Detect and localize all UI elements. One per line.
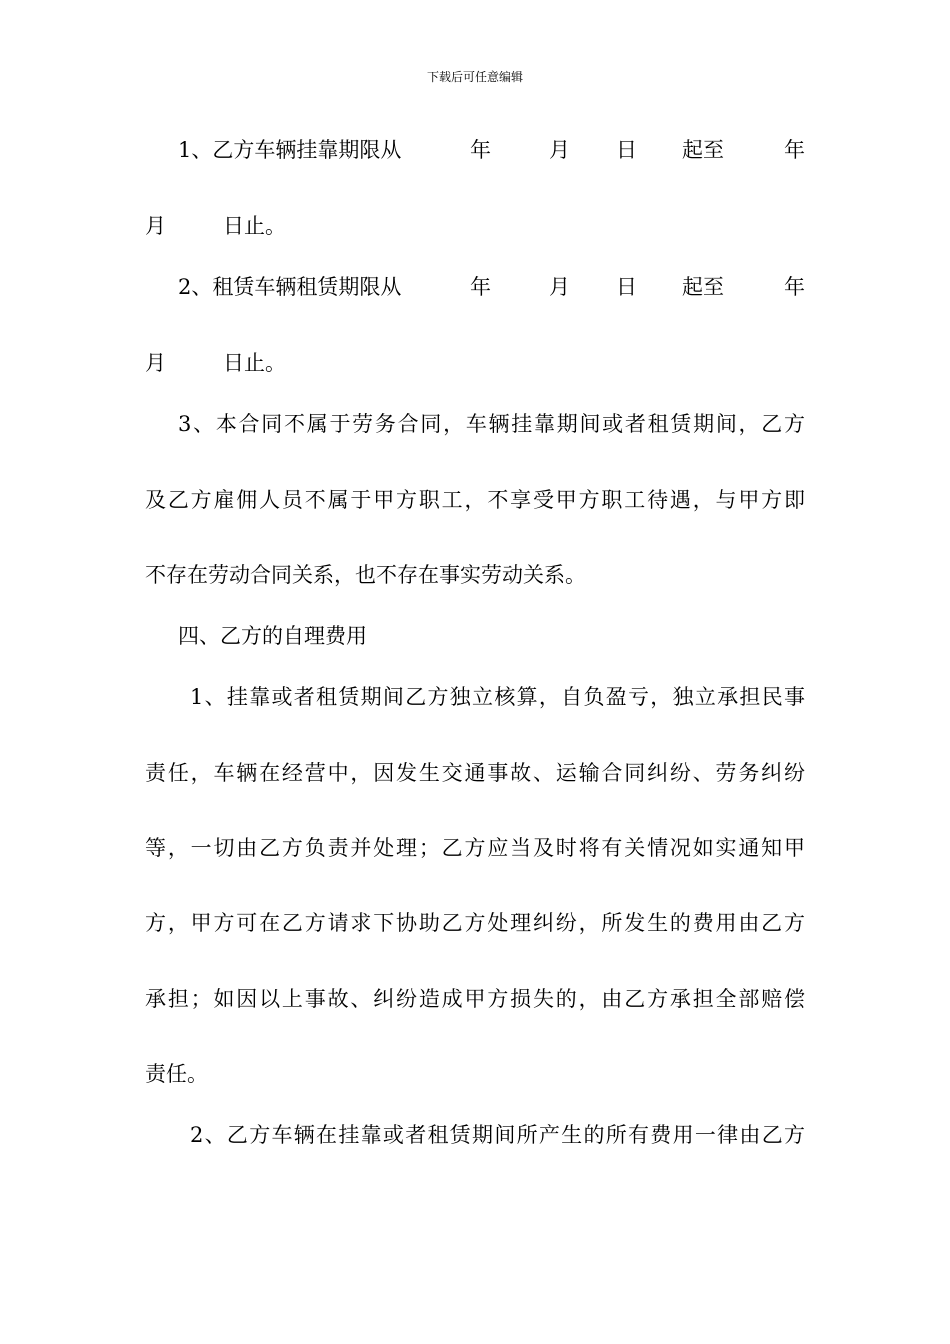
paragraph-line: 不存在劳动合同关系，也不存在事实劳动关系。 (145, 563, 586, 587)
from-to-label: 起至 (682, 138, 724, 162)
paragraph-line: 方，甲方可在乙方请求下协助乙方处理纠纷，所发生的费用由乙方 (145, 911, 805, 935)
term-label-2: 2、租赁车辆租赁期限从 (178, 275, 402, 299)
paragraph-line: 2、乙方车辆在挂靠或者租赁期间所产生的所有费用一律由乙方 (190, 1123, 805, 1147)
paragraph-line: 责任，车辆在经营中，因发生交通事故、运输合同纠纷、劳务纠纷 (145, 761, 805, 785)
section-heading: 四、乙方的自理费用 (178, 624, 367, 648)
paragraph-line: 等，一切由乙方负责并处理；乙方应当及时将有关情况如实通知甲 (145, 836, 805, 860)
term-label-1: 1、乙方车辆挂靠期限从 (178, 138, 402, 162)
day-label: 日 (616, 275, 637, 299)
year-label: 年 (784, 138, 805, 162)
paragraph-line: 及乙方雇佣人员不属于甲方职工，不享受甲方职工待遇，与甲方即 (145, 488, 805, 512)
month-label: 月 (549, 138, 570, 162)
year-label: 年 (470, 138, 491, 162)
day-end-label: 日止。 (223, 351, 286, 375)
paragraph-line: 1、挂靠或者租赁期间乙方独立核算，自负盈亏，独立承担民事 (190, 685, 805, 709)
day-label: 日 (616, 138, 637, 162)
paragraph-line: 3、本合同不属于劳务合同，车辆挂靠期间或者租赁期间，乙方 (178, 412, 805, 436)
from-to-label: 起至 (682, 275, 724, 299)
day-end-label: 日止。 (223, 214, 286, 238)
paragraph-line: 责任。 (145, 1062, 208, 1086)
page-header: 下载后可任意编辑 (426, 70, 523, 84)
year-label: 年 (784, 275, 805, 299)
month-label: 月 (145, 351, 166, 375)
paragraph-line: 承担；如因以上事故、纠纷造成甲方损失的，由乙方承担全部赔偿 (145, 987, 805, 1011)
year-label: 年 (470, 275, 491, 299)
month-label: 月 (145, 214, 166, 238)
month-label: 月 (549, 275, 570, 299)
